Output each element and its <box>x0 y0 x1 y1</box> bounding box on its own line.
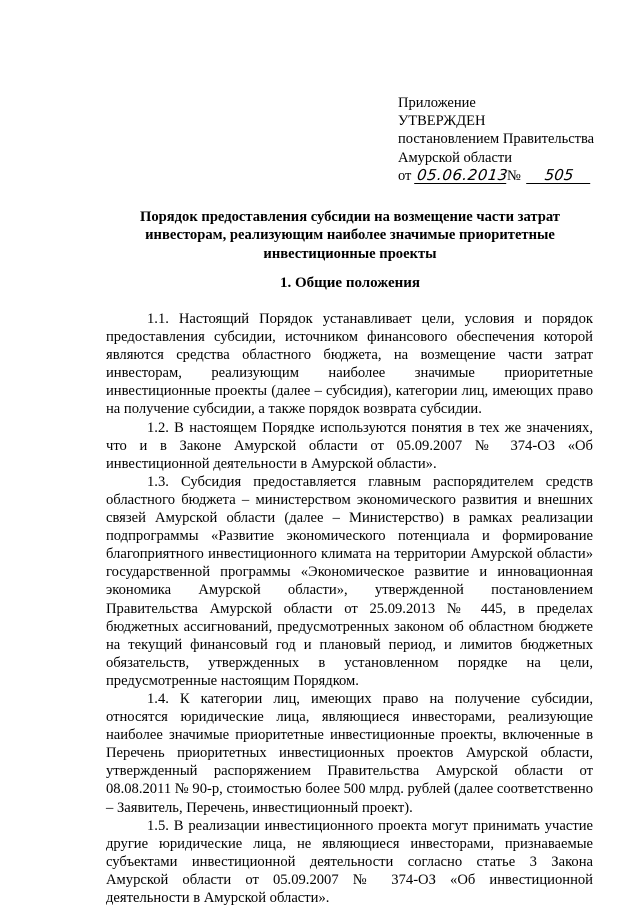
document-body <box>106 310 593 907</box>
approval-stamp-block <box>398 94 618 185</box>
section-heading: 1. Общие положения <box>279 275 421 291</box>
from-prefix: от <box>398 167 412 184</box>
document-title: Порядок предоставления субсидии на возмещение части затрат инвесторам, реализующим наиболее значимые приоритетные инвестиционные проекты <box>140 209 560 262</box>
date-number-line <box>398 167 618 185</box>
region-label: Амурской области <box>398 149 512 166</box>
handwritten-number: 505 <box>526 168 592 184</box>
resolution-label: постановлением Правительства <box>398 131 595 148</box>
paragraph-1-5: 1.5. В реализации инвестиционного проекта могут принимать участие другие юридические лица, не являющиеся инвесторами, признаваемые субъектами инвестиционной деятельности согласно статье 3 Закона Амурской области от 05.09.2007 № 374-ОЗ «Об инвестиционной деятельности в Амурской области». <box>106 817 593 906</box>
number-sign: № <box>507 167 521 184</box>
paragraph-1-2: 1.2. В настоящем Порядке используются понятия в тех же значениях, что и в Законе Амурской области от 05.09.2007 № 374-ОЗ «Об инвестиционной деятельности в Амурской области». <box>106 419 593 472</box>
paragraph-1-4: 1.4. К категории лиц, имеющих право на получение субсидии, относятся юридические лица, являющиеся инвесторами, реализующие наиболее значимые приоритетные инвестиционные проекты, включенные в Перечень приоритетных инвестиционных проектов Амурской области, утвержденный распоряжением Правительства Амурской области от 08.08.2011 № 90-р, стоимостью более 500 млрд. рублей (далее соответственно – Заявитель, Перечень, инвестиционный проект). <box>106 690 593 816</box>
appendix-label: Приложение <box>398 95 476 111</box>
approved-label: УТВЕРЖДЕН <box>398 113 486 130</box>
paragraph-1-3: 1.3. Субсидия предоставляется главным распорядителем средств областного бюджета – министерством экономического развития и внешних связей Амурской области (далее – Министерство) в рамках реализации подпрограммы «Развитие экономического потенциала и формирование благоприятного инвестиционного климата на территории Амурской области» государственной программы «Экономическое развитие и инновационная экономика Амурской области», утвержденной постановлением Правительства Амурской области от 25.09.2013 № 445, в пределах бюджетных ассигнований, предусмотренных законом об областном бюджете на текущий финансовый год и плановый период, и лимитов бюджетных обязательств, утвержденных в установленном порядке на цели, предусмотренные настоящим Порядком. <box>106 473 593 689</box>
paragraph-1-1: 1.1. Настоящий Порядок устанавливает цели, условия и порядок предоставления субсидии, источником финансового обеспечения которой являются средства областного бюджета, на возмещение части затрат инвесторам, реализующим наиболее значимые приоритетные инвестиционные проекты (далее – субсидия), категории лиц, имеющих право на получение субсидии, а также порядок возврата субсидии. <box>106 311 593 418</box>
handwritten-date: 05.06.2013 <box>416 165 509 184</box>
